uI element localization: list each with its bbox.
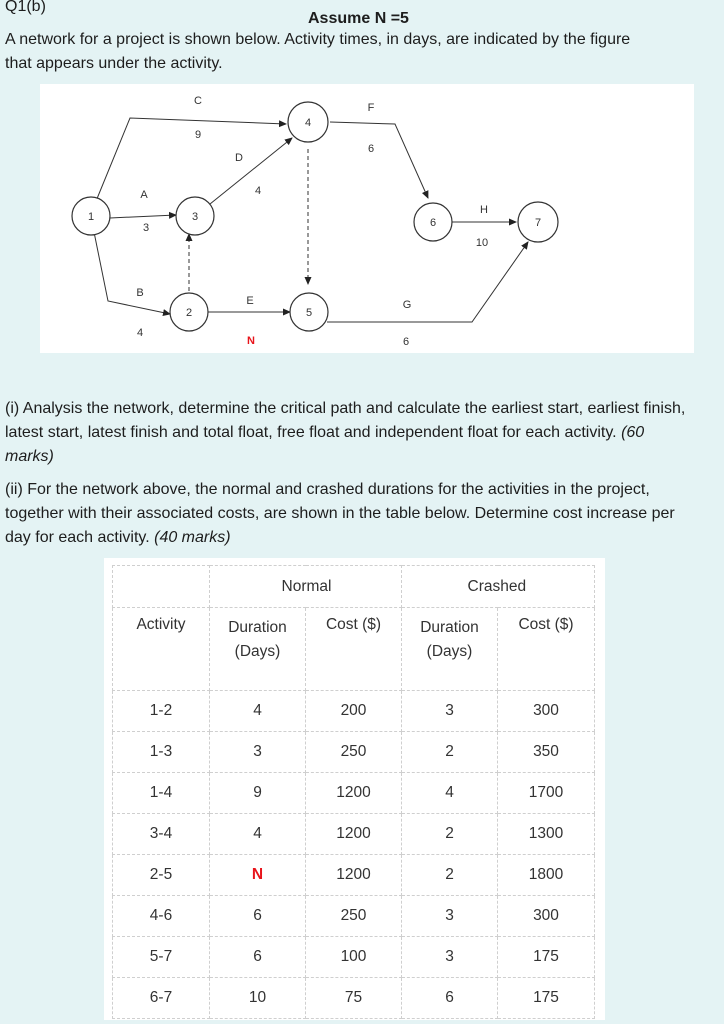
cell-crashed-cost: 350 — [498, 732, 595, 773]
activity-name-f: F — [367, 102, 375, 114]
network-svg — [40, 84, 694, 353]
cell-normal-cost: 250 — [306, 732, 402, 773]
col-header-activity: Activity — [113, 608, 210, 691]
edge-d — [210, 138, 292, 204]
cell-crashed-cost: 300 — [498, 691, 595, 732]
part-2-text: (ii) For the network above, the normal and crashed durations for the activities in the project, together with their associated costs, are shown in the table below. Determine cost increase per day for each activity. — [5, 481, 675, 546]
table-row — [113, 978, 595, 1019]
activity-duration-g: 6 — [402, 336, 410, 348]
cell-crashed-duration: 4 — [402, 773, 498, 814]
activity-duration-h: 10 — [475, 237, 489, 249]
cell-activity: 2-5 — [113, 855, 210, 896]
table-header-blank — [113, 566, 210, 608]
cell-normal-duration: N — [210, 855, 306, 896]
cell-normal-cost: 250 — [306, 896, 402, 937]
node-label-5: 5 — [305, 307, 313, 319]
col-header-crashed-cost: Cost ($) — [498, 608, 595, 691]
cell-activity: 3-4 — [113, 814, 210, 855]
cell-crashed-cost: 1300 — [498, 814, 595, 855]
part-1-marks: (60 marks) — [5, 424, 645, 465]
col-header-normal-duration — [210, 608, 306, 691]
cell-activity: 6-7 — [113, 978, 210, 1019]
cell-crashed-cost: 1800 — [498, 855, 595, 896]
cell-crashed-duration: 3 — [402, 896, 498, 937]
activity-name-c: C — [194, 95, 202, 107]
header-crashed-label: Crashed — [467, 577, 527, 595]
node-label-2: 2 — [185, 307, 193, 319]
edge-a — [110, 215, 176, 218]
node-label-7: 7 — [534, 217, 542, 229]
cell-activity: 1-3 — [113, 732, 210, 773]
cell-normal-duration: 6 — [210, 937, 306, 978]
activity-duration-e: N — [247, 335, 255, 347]
intro-line-1: A network for a project is shown below. Activity times, in days, are indicated by the figure — [5, 31, 631, 48]
part-1-instructions — [5, 397, 695, 469]
cell-normal-duration: 4 — [210, 691, 306, 732]
table-row — [113, 773, 595, 814]
cell-normal-duration: 4 — [210, 814, 306, 855]
activity-name-h: H — [480, 204, 488, 216]
activity-name-g: G — [402, 299, 412, 311]
col-header-crashed-duration-line2: (Days) — [426, 643, 473, 660]
cell-crashed-cost: 175 — [498, 978, 595, 1019]
activity-duration-d: 4 — [254, 185, 262, 197]
intro-line-2: that appears under the activity. — [5, 55, 223, 72]
edge-g — [327, 242, 528, 322]
cell-crashed-duration: 2 — [402, 855, 498, 896]
cell-normal-cost: 1200 — [306, 814, 402, 855]
cell-activity: 5-7 — [113, 937, 210, 978]
cell-normal-cost: 1200 — [306, 773, 402, 814]
activity-duration-b: 4 — [136, 327, 144, 339]
assume-n-heading: Assume N =5 — [308, 10, 409, 27]
activity-name-e: E — [246, 295, 254, 307]
cell-crashed-duration: 3 — [402, 937, 498, 978]
edge-f — [330, 122, 428, 198]
header-crashed-group — [467, 566, 595, 608]
table-row — [113, 855, 595, 896]
activity-duration-f: 6 — [367, 143, 375, 155]
activity-name-a: A — [140, 189, 148, 201]
activity-name-b: B — [136, 287, 144, 299]
question-label: Q1(b) — [5, 0, 46, 15]
cell-normal-duration: 3 — [210, 732, 306, 773]
col-header-normal-duration-line1: Duration — [228, 619, 287, 636]
activity-duration-c: 9 — [194, 129, 202, 141]
table-group-header-row — [113, 566, 595, 608]
header-normal-group — [281, 566, 402, 608]
node-label-3: 3 — [191, 211, 199, 223]
part-2-marks: (40 marks) — [154, 529, 231, 546]
table-column-header-row — [113, 608, 595, 691]
cell-normal-cost: 75 — [306, 978, 402, 1019]
activity-duration-a: 3 — [142, 222, 150, 234]
table-row — [113, 896, 595, 937]
cell-crashed-duration: 2 — [402, 814, 498, 855]
cell-crashed-cost: 175 — [498, 937, 595, 978]
cost-table — [112, 565, 595, 1019]
node-label-6: 6 — [429, 217, 437, 229]
table-row — [113, 691, 595, 732]
cell-crashed-cost: 300 — [498, 896, 595, 937]
cell-activity: 4-6 — [113, 896, 210, 937]
activity-name-d: D — [235, 152, 243, 164]
cell-crashed-duration: 6 — [402, 978, 498, 1019]
col-header-normal-duration-line2: (Days) — [234, 643, 281, 660]
part-1-text: (i) Analysis the network, determine the critical path and calculate the earliest start, earliest finish, latest start, latest finish and total float, free float and independent float for each activity. — [5, 400, 686, 441]
cell-normal-duration: 10 — [210, 978, 306, 1019]
table-row — [113, 937, 595, 978]
cell-normal-duration: 9 — [210, 773, 306, 814]
cell-activity: 1-2 — [113, 691, 210, 732]
part-2-instructions — [5, 478, 695, 550]
node-label-4: 4 — [304, 117, 312, 129]
edge-b — [94, 232, 170, 314]
table-row — [113, 814, 595, 855]
network-diagram — [40, 84, 694, 353]
cell-normal-cost: 100 — [306, 937, 402, 978]
col-header-crashed-duration — [402, 608, 498, 691]
cell-normal-duration: 6 — [210, 896, 306, 937]
table-row — [113, 732, 595, 773]
cell-crashed-cost: 1700 — [498, 773, 595, 814]
cost-table-panel — [104, 558, 605, 1020]
node-label-1: 1 — [87, 211, 95, 223]
col-header-crashed-duration-line1: Duration — [420, 619, 479, 636]
cell-normal-cost: 1200 — [306, 855, 402, 896]
col-header-normal-cost: Cost ($) — [306, 608, 402, 691]
header-normal-label: Normal — [281, 577, 332, 595]
cell-crashed-duration: 3 — [402, 691, 498, 732]
cell-activity: 1-4 — [113, 773, 210, 814]
cell-crashed-duration: 2 — [402, 732, 498, 773]
cell-normal-cost: 200 — [306, 691, 402, 732]
